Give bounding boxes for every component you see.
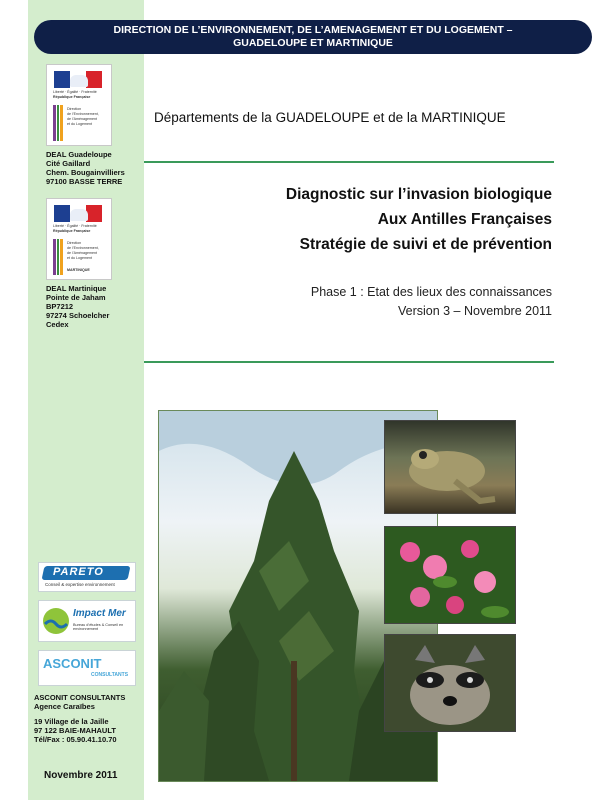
- deal-guadeloupe-logo: [46, 64, 112, 146]
- header-line-2: GUADELOUPE ET MARTINIQUE: [233, 37, 393, 49]
- impact-mer-logo: [38, 600, 136, 642]
- asconit-name: ASCONIT: [43, 656, 102, 671]
- impact-mer-name: Impact Mer: [73, 608, 126, 619]
- logo-direction-4: et du Logement: [67, 122, 92, 126]
- version-line: Version 3 – Novembre 2011: [397, 304, 552, 318]
- address-line: 97 122 BAIE-MAHAULT: [34, 726, 116, 735]
- raccoon-illustration: [385, 635, 515, 731]
- flowers-photo: [384, 526, 516, 624]
- divider-bottom: [144, 361, 554, 363]
- deal-martinique-address: [46, 284, 109, 329]
- address-line: Tél/Fax : 05.90.41.10.70: [34, 735, 117, 744]
- logo-direction-3: de l’Aménagement: [67, 117, 97, 121]
- logo-republic: République Française: [53, 95, 91, 99]
- pareto-name: PARETO: [53, 566, 104, 578]
- address-line: DEAL Martinique: [46, 284, 107, 293]
- deal-bars-icon: [53, 105, 63, 141]
- title-line-1: Diagnostic sur l’invasion biologique: [285, 186, 552, 203]
- logo-direction-3: de l’Aménagement: [67, 251, 97, 255]
- logo-motto: Liberté · Égalité · Fraternité: [53, 90, 97, 94]
- header-line-1: DIRECTION DE L’ENVIRONNEMENT, DE L’AMENAGEMENT ET DU LOGEMENT –: [113, 24, 513, 36]
- wave-icon: [42, 607, 70, 635]
- document-date: Novembre 2011: [44, 770, 118, 781]
- logo-direction-1: Direction: [67, 107, 82, 111]
- frog-illustration: [385, 421, 515, 513]
- address-line: BP7212: [46, 302, 74, 311]
- header-banner: [34, 20, 592, 54]
- logo-direction-2: de l’Environnement,: [67, 112, 99, 116]
- republique-flag-icon: [54, 205, 102, 222]
- departments-line: Départements de la GUADELOUPE et de la MARTINIQUE: [154, 110, 506, 125]
- address-line: 97100 BASSE TERRE: [46, 177, 123, 186]
- address-line: Pointe de Jaham: [46, 293, 106, 302]
- title-line-3: Stratégie de suivi et de prévention: [299, 236, 552, 253]
- asconit-address-header: [34, 693, 125, 711]
- logo-direction-1: Direction: [67, 241, 82, 245]
- address-line: DEAL Guadeloupe: [46, 150, 112, 159]
- address-line: 97274 Schoelcher: [46, 311, 110, 320]
- address-line: 19 Village de la Jaille: [34, 717, 109, 726]
- pareto-logo: [38, 562, 136, 592]
- pareto-tagline: Conseil & expertise environnement: [45, 582, 115, 587]
- logo-direction-2: de l’Environnement,: [67, 246, 99, 250]
- frog-photo: [384, 420, 516, 514]
- flowers-illustration: [385, 527, 515, 623]
- raccoon-photo: [384, 634, 516, 732]
- address-line: ASCONIT CONSULTANTS: [34, 693, 126, 702]
- asconit-logo: [38, 650, 136, 686]
- phase-line: Phase 1 : Etat des lieux des connaissances: [310, 285, 552, 299]
- logo-motto: Liberté · Égalité · Fraternité: [53, 224, 97, 228]
- deal-martinique-logo: [46, 198, 112, 280]
- logo-direction-4: et du Logement: [67, 256, 92, 260]
- address-line: Agence Caraïbes: [34, 702, 95, 711]
- deal-bars-icon: [53, 239, 63, 275]
- address-line: Cité Gaillard: [46, 159, 91, 168]
- asconit-address: [34, 717, 117, 744]
- address-line: Cedex: [46, 320, 69, 329]
- deal-guadeloupe-address: [46, 150, 125, 186]
- address-line: Chem. Bougainvilliers: [46, 168, 125, 177]
- impact-mer-tagline: Bureau d’études & Conseil en environnement: [73, 623, 124, 632]
- divider-top: [144, 161, 554, 163]
- title-line-2: Aux Antilles Françaises: [377, 211, 552, 228]
- logo-republic: République Française: [53, 229, 91, 233]
- asconit-tagline: CONSULTANTS: [91, 672, 129, 678]
- logo-martinique-tag: MARTINIQUE: [67, 268, 90, 272]
- republique-flag-icon: [54, 71, 102, 88]
